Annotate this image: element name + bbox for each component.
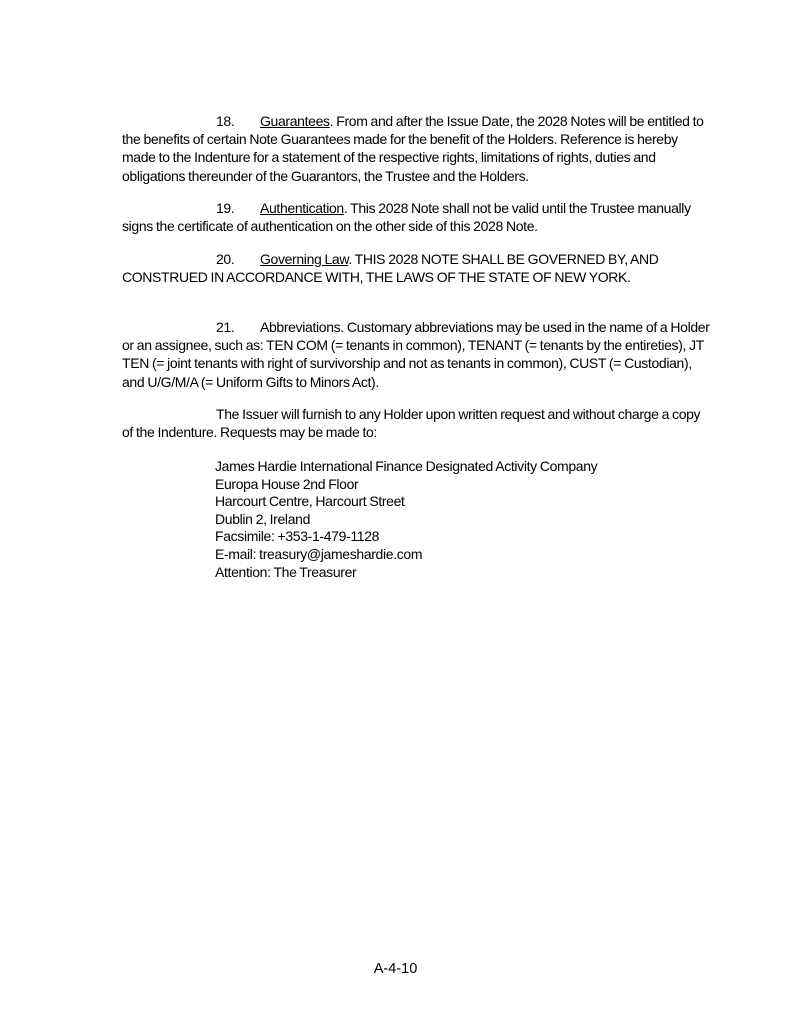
section-heading: Authentication	[260, 200, 344, 216]
contact-address-block	[215, 458, 597, 581]
section-text: . THIS 2028 NOTE SHALL BE GOVERNED BY, AND CONSTRUED IN ACCORDANCE WITH, THE LAWS OF THE STATE OF NEW YORK.	[122, 251, 659, 286]
address-line-1: Europa House 2nd Floor	[215, 475, 359, 492]
section-text: . This 2028 Note shall not be valid until the Trustee manually signs the certificate of authentication on the other side of this 2028 Note.	[122, 200, 691, 235]
section-19-authentication	[122, 199, 712, 235]
section-number: 21.	[216, 319, 235, 335]
section-number: 20.	[216, 251, 235, 267]
section-heading: Abbreviations	[260, 319, 341, 335]
address-email: E-mail: treasury@jameshardie.com	[215, 545, 423, 562]
address-line-2: Harcourt Centre, Harcourt Street	[215, 493, 405, 510]
section-text: . From and after the Issue Date, the 2028 Notes will be entitled to the benefits of certain Note Guarantees made for the benefit of the Holders. Reference is hereby made to the Indenture for a statement of the respective rights, limitations of rights, duties and obligations thereunder of the Guarantors, the Trustee and the Holders.	[122, 113, 704, 184]
closing-paragraph: The Issuer will furnish to any Holder upon written request and without charge a copy of the Indenture. Requests may be made to:	[122, 406, 701, 441]
section-number: 19.	[216, 200, 235, 216]
section-21-abbreviations	[122, 318, 712, 391]
address-attention: Attention: The Treasurer	[215, 563, 357, 580]
section-text: . Customary abbreviations may be used in the name of a Holder or an assignee, such as: TEN COM (= tenants in common), TENANT (= tenants by the entireties), JT TEN (= joint tenants with right of survivorship and not as tenants in common), CUST (= Custodian), and U/G/M/A (= Uniform Gifts to Minors Act).	[122, 319, 710, 390]
page-number: A-4-10	[373, 961, 418, 977]
section-20-governing-law	[122, 250, 712, 286]
address-company: James Hardie International Finance Designated Activity Company	[215, 458, 598, 474]
section-number: 18.	[216, 113, 235, 129]
section-heading: Governing Law	[260, 251, 349, 267]
address-line-3: Dublin 2, Ireland	[215, 510, 311, 527]
section-heading: Guarantees	[260, 113, 330, 129]
section-18-guarantees	[122, 112, 712, 185]
address-fax: Facsimile: +353-1-479-1128	[215, 528, 380, 545]
